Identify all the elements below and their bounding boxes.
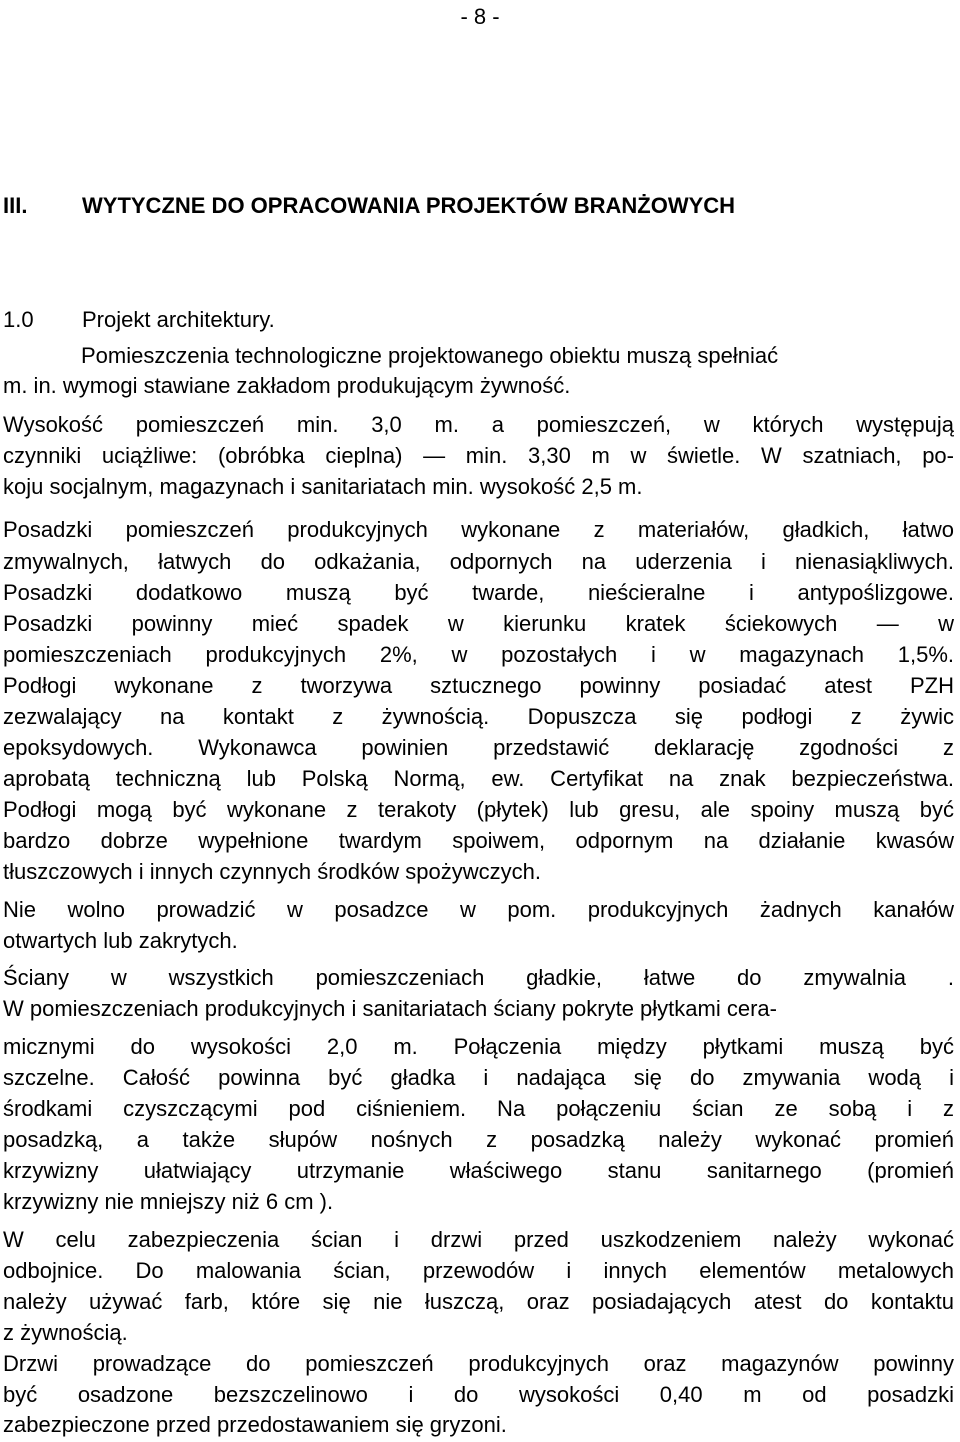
page-number: - 8 - [460,4,500,29]
text-line: bardzo dobrze wypełnione twardym spoiwem, odpornym na działanie kwasów [3,828,954,853]
text-line: W pomieszczeniach produkcyjnych i sanitariatach ściany pokryte płytkami cera- [3,996,777,1021]
text-line: Nie wolno prowadzić w posadzce w pom. produkcyjnych żadnych kanałów [3,897,954,922]
text-line: Posadzki powinny mieć spadek w kierunku kratek ściekowych — w [3,611,954,636]
text-line: pomieszczeniach produkcyjnych 2%, w pozostałych i w magazynach 1,5%. [3,642,954,667]
text-line: należy używać farb, które się nie łuszczą, oraz posiadających atest do kontaktu [3,1289,954,1314]
text-line: zabezpieczone przed przedostawaniem się gryzoni. [3,1412,507,1437]
text-line: odbojnice. Do malowania ścian, przewodów i innych elementów metalowych [3,1258,954,1283]
text-line: Podłogi wykonane z tworzywa sztucznego powinny posiadać atest PZH [3,673,954,698]
text-line: z żywnością. [3,1320,128,1345]
text-line: aprobatą techniczną lub Polską Normą, ew. Certyfikat na znak bezpieczeństwa. [3,766,954,791]
section-heading [3,305,275,335]
text-line: otwartych lub zakrytych. [3,928,238,953]
text-line: być osadzone bezszczelinowo i do wysokości 0,40 m od posadzki [3,1382,954,1407]
text-line: zezwalający na kontakt z żywnością. Dopuszcza się podłogi z żywic [3,704,954,729]
text-line: krzywizny nie mniejszy niż 6 cm ). [3,1189,334,1214]
text-line: Wysokość pomieszczeń min. 3,0 m. a pomieszczeń, w których występują [3,412,954,437]
text-line: Drzwi prowadzące do pomieszczeń produkcyjnych oraz magazynów powinny [3,1351,954,1376]
text-line: epoksydowych. Wykonawca powinien przedstawić deklarację zgodności z [3,735,954,760]
text-line: Podłogi mogą być wykonane z terakoty (płytek) lub gresu, ale spoiny muszą być [3,797,954,822]
chapter-heading [3,191,735,221]
text-line: W celu zabezpieczenia ścian i drzwi przed uszkodzeniem należy wykonać [3,1227,954,1252]
text-line: tłuszczowych i innych czynnych środków spożywczych. [3,859,541,884]
section-title: Projekt architektury. [82,307,275,332]
text-line: koju socjalnym, magazynach i sanitariatach min. wysokość 2,5 m. [3,474,643,499]
chapter-title: WYTYCZNE DO OPRACOWANIA PROJEKTÓW BRANŻOWYCH [82,193,736,218]
text-line: Posadzki pomieszczeń produkcyjnych wykonane z materiałów, gładkich, łatwo [3,517,954,542]
chapter-number: III. [3,193,28,218]
text-line: środkami czyszczącymi pod ciśnieniem. Na połączeniu ścian ze sobą i z [3,1096,954,1121]
text-line: micznymi do wysokości 2,0 m. Połączenia między płytkami muszą być [3,1034,954,1059]
text-line: Posadzki dodatkowo muszą być twarde, nieścieralne i antypoślizgowe. [3,580,954,605]
text-line: szczelne. Całość powinna być gładka i nadająca się do zmywania wodą i [3,1065,954,1090]
section-number: 1.0 [3,307,34,332]
text-line: posadzką, a także słupów nośnych z posadzką należy wykonać promień [3,1127,954,1152]
text-line: zmywalnych, łatwych do odkażania, odpornych na uderzenia i nienasiąkliwych. [3,549,954,574]
text-line: czynniki uciążliwe: (obróbka cieplna) — min. 3,30 m w świetle. W szatniach, po- [3,443,954,468]
text-line: Ściany w wszystkich pomieszczeniach gładkie, łatwe do zmywalnia . [3,965,954,990]
text-line: Pomieszczenia technologiczne projektowanego obiektu muszą spełniać [81,343,779,368]
text-line: m. in. wymogi stawiane zakładom produkującym żywność. [3,373,571,398]
text-line: krzywizny ułatwiający utrzymanie właściwego stanu sanitarnego (promień [3,1158,954,1183]
